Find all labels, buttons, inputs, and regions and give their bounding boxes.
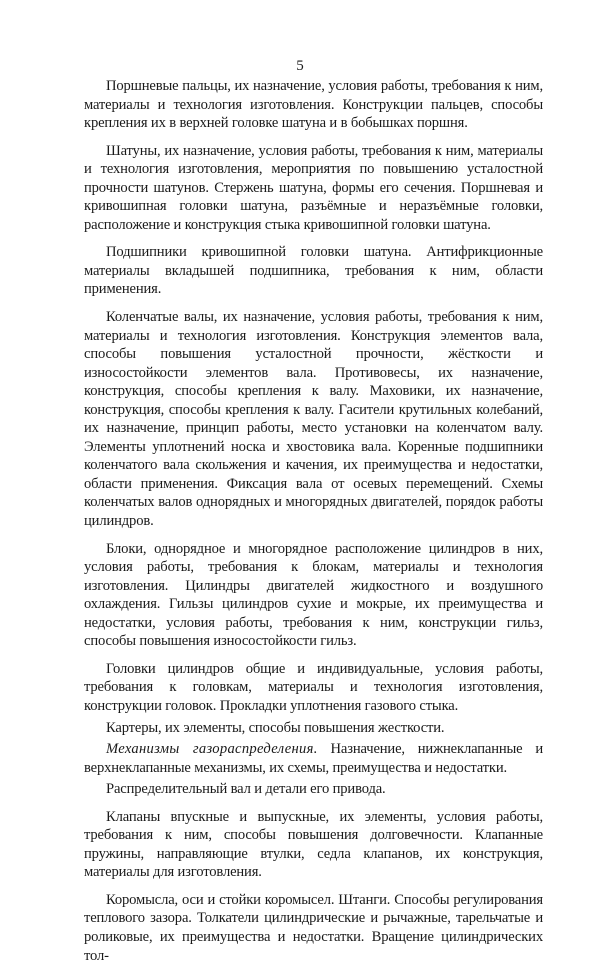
paragraph-piston-pins: Поршневые пальцы, их назначение, условия работы, требования к ним, материалы и технология изготовления. Конструкции пальцев, способы крепления их в верхней головке шатуна и в бобышках поршня. [84, 78, 543, 132]
document-body [84, 77, 543, 965]
paragraph-rod-bearings: Подшипники кривошипной головки шатуна. Антифрикционные материалы вкладышей подшипника, требования к ним, области применения. [84, 244, 543, 298]
paragraph-camshaft: Распределительный вал и детали его привода. [106, 781, 386, 798]
paragraph-crankshafts: Коленчатые валы, их назначение, условия работы, требования к ним, материалы и технология изготовления. Конструкция элементов вала, способы повышения усталостной прочности, жёсткости и износостойкости элементов вала. Противовесы, их назначение, конструкция, способы крепления к валу. Маховики, их назначение, конструкция, способы крепления к валу. Гасители крутильных колебаний, их назначение, принцип работы, место установки на коленчатом валу. Элементы уплотнений носка и хвостовика вала. Коренные подшипники коленчатого вала скольжения и качения, их преимущества и недостатки, области применения. Фиксация вала от осевых перемещений. Схемы коленчатых валов однорядных и многорядных двигателей, порядок работы цилиндров. [84, 309, 543, 530]
section-heading-valve-timing: Механизмы газораспределения. [106, 741, 318, 758]
paragraph-connecting-rods: Шатуны, их назначение, условия работы, требования к ним, материалы и технология изготовления, мероприятия по повышению усталостной прочности шатунов. Стержень шатуна, формы его сечения. Поршневая и кривошипная головки шатуна, разъёмные и неразъёмные головки, расположение и конструкция стыка кривошипной головки шатуна. [84, 142, 543, 233]
paragraph-rockers: Коромысла, оси и стойки коромысел. Штанги. Способы регулирования теплового зазора. Толкатели цилиндрические и рычажные, тарельчатые и роликовые, их преимущества и недостатки. Вращение цилиндрических тол- [84, 891, 543, 964]
paragraph-valves: Клапаны впускные и выпускные, их элементы, условия работы, требования к ним, способы повышения долговечности. Клапанные пружины, направляющие втулки, седла клапанов, их конструкция, материалы для изготовления. [84, 808, 543, 881]
page-number: 5 [296, 58, 304, 74]
paragraph-cylinder-heads: Головки цилиндров общие и индивидуальные, условия работы, требования к головкам, материалы и технология изготовления, конструкции головок. Прокладки уплотнения газового стыка. [84, 660, 543, 714]
paragraph-valve-mechanisms-text: Назначение, нижнеклапанные и верхнеклапанные механизмы, их схемы, преимущества и недостатки. [84, 741, 543, 776]
paragraph-valve-mechanisms [84, 740, 543, 777]
paragraph-crankcases: Картеры, их элементы, способы повышения жесткости. [106, 719, 445, 736]
paragraph-cylinder-blocks: Блоки, однорядное и многорядное расположение цилиндров в них, условия работы, требования к блокам, материалы и технология изготовления. Цилиндры двигателей жидкостного и воздушного охлаждения. Гильзы цилиндров сухие и мокрые, их преимущества и недостатки, условия работы, требования к ним, конструкции гильз, способы повышения износостойкости гильз. [84, 540, 543, 650]
